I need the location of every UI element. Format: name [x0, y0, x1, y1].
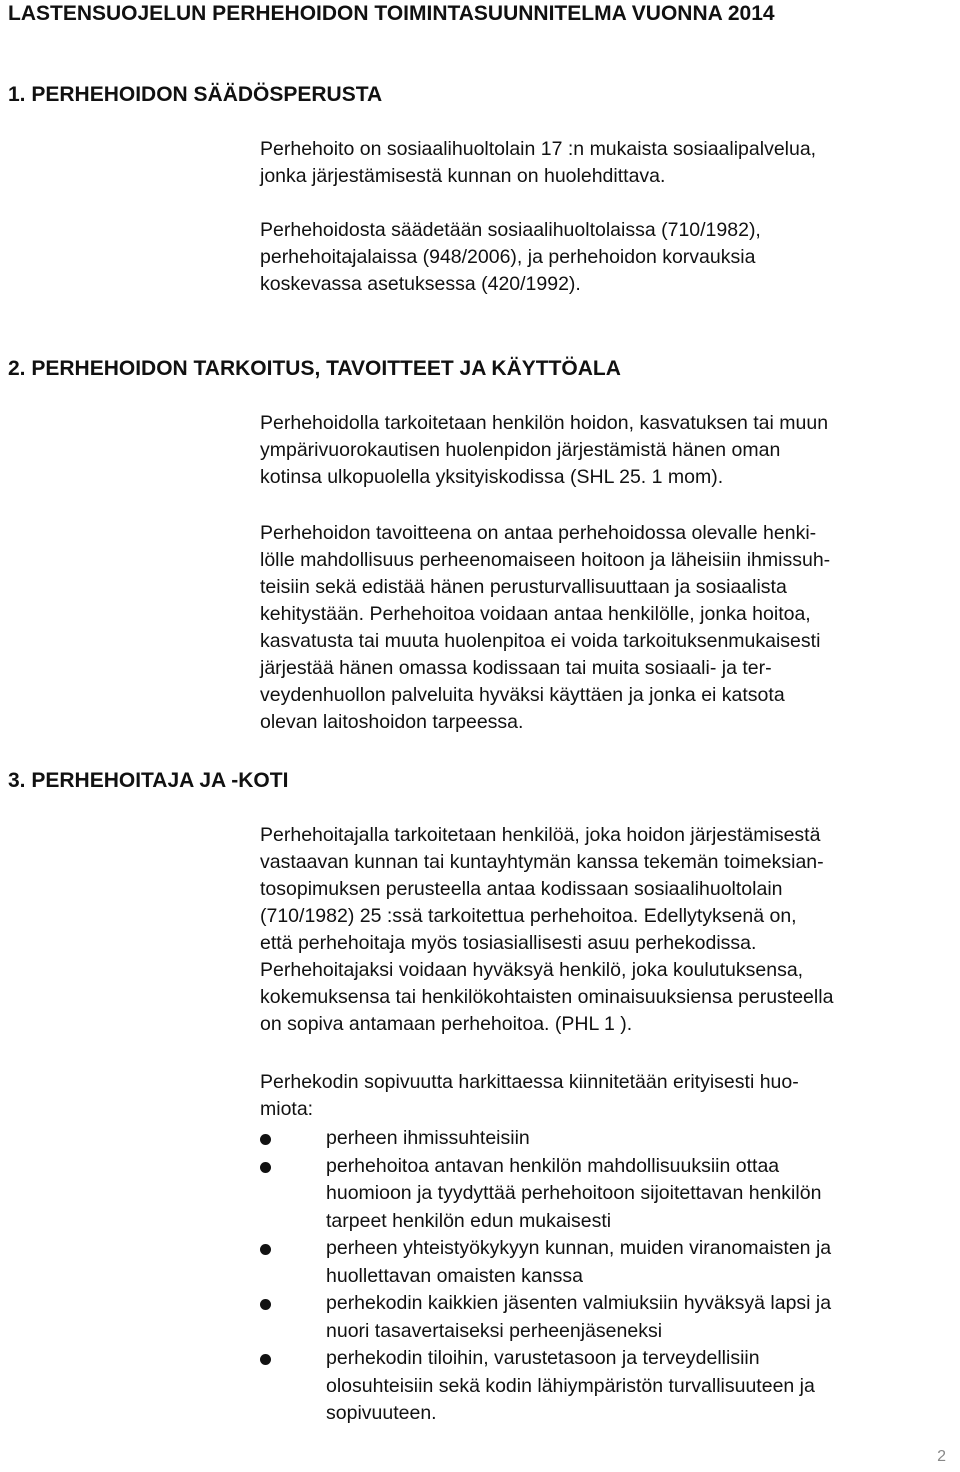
text-line: perhekodin kaikkien jäsenten valmiuksiin hyväksyä lapsi ja — [326, 1292, 832, 1314]
list-item-text — [326, 1290, 831, 1345]
paragraph — [260, 410, 828, 491]
paragraph — [260, 136, 816, 190]
text-line: perhekodin tiloihin, varustetasoon ja terveydellisiin — [326, 1347, 760, 1369]
text-line: Perhekodin sopivuutta harkittaessa kiinnitetään erityisesti huo- — [260, 1071, 799, 1093]
bullet-dot-icon — [260, 1354, 271, 1365]
text-line: tarpeet henkilön edun mukaisesti — [326, 1209, 612, 1232]
text-line: Perhehoitajaksi voidaan hyväksyä henkilö, joka koulutuksensa, — [260, 959, 804, 981]
text-line: veydenhuollon palveluita hyväksi käyttäen ja jonka ei katsota — [260, 684, 785, 706]
text-line: perheen yhteistyökykyyn kunnan, muiden viranomaisten ja — [326, 1237, 832, 1259]
paragraph — [260, 520, 830, 736]
text-line: järjestää hänen omassa kodissaan tai muita sosiaali- ja ter- — [260, 657, 772, 679]
list-item-text — [326, 1125, 530, 1153]
text-line: lölle mahdollisuus perheenomaiseen hoitoon ja läheisiin ihmissuh- — [260, 549, 831, 571]
text-line: teisiin sekä edistää hänen perusturvallisuuttaan ja sosiaalista — [260, 576, 787, 598]
document-title: LASTENSUOJELUN PERHEHOIDON TOIMINTASUUNNITELMA VUONNA 2014 — [8, 2, 775, 25]
text-line: jonka järjestämisestä kunnan on huolehdittava. — [260, 165, 666, 187]
text-line: nuori tasavertaiseksi perheenjäseneksi — [326, 1319, 663, 1342]
text-line: on sopiva antamaan perhehoitoa. (PHL 1 ). — [260, 1013, 633, 1035]
text-line: kotinsa ulkopuolella yksityiskodissa (SHL 25. 1 mom). — [260, 466, 724, 488]
text-line: Perhehoidolla tarkoitetaan henkilön hoidon, kasvatuksen tai muun — [260, 412, 829, 434]
text-line: huollettavan omaisten kanssa — [326, 1264, 583, 1287]
text-line: Perhehoito on sosiaalihuoltolain 17 :n mukaista sosiaalipalvelua, — [260, 138, 817, 160]
text-line: tosopimuksen perusteella antaa kodissaan sosiaalihuoltolain — [260, 878, 783, 900]
text-line: sopivuuteen. — [326, 1402, 437, 1424]
text-line: kasvatusta tai muuta huolenpitoa ei voida tarkoituksenmukaisesti — [260, 630, 821, 652]
text-line: perhehoitoa antavan henkilön mahdollisuuksiin ottaa — [326, 1154, 780, 1177]
text-line: huomioon ja tyydyttää perhehoitoon sijoitettavan henkilön — [326, 1182, 822, 1204]
section-heading: 3. PERHEHOITAJA JA -KOTI — [8, 769, 289, 792]
text-line: Perhehoidon tavoitteena on antaa perhehoidossa olevalle henki- — [260, 522, 817, 544]
list-item-text — [326, 1345, 815, 1428]
text-line: kokemuksensa tai henkilökohtaisten ominaisuuksiensa perusteella — [260, 986, 834, 1008]
text-line: olosuhteisiin sekä kodin lähiympäristön turvallisuuteen ja — [326, 1374, 815, 1397]
section-heading: 1. PERHEHOIDON SÄÄDÖSPERUSTA — [8, 83, 383, 106]
text-line: vastaavan kunnan tai kuntayhtymän kanssa tekemän toimeksian- — [260, 851, 824, 873]
text-line: perheen ihmissuhteisiin — [326, 1127, 530, 1149]
bullet-dot-icon — [260, 1244, 271, 1255]
paragraph — [260, 822, 833, 1038]
bullet-dot-icon — [260, 1162, 271, 1173]
paragraph — [260, 1069, 799, 1123]
text-line: perhehoitajalaissa (948/2006), ja perhehoidon korvauksia — [260, 246, 756, 268]
section-heading: 2. PERHEHOIDON TARKOITUS, TAVOITTEET JA KÄYTTÖALA — [8, 357, 621, 380]
text-line: että perhehoitaja myös tosiasiallisesti asuu perhekodissa. — [260, 932, 757, 954]
text-line: miota: — [260, 1098, 314, 1120]
list-item-text — [326, 1153, 821, 1236]
page-number: 2 — [937, 1448, 946, 1465]
paragraph — [260, 217, 761, 298]
text-line: Perhehoidosta säädetään sosiaalihuoltolaissa (710/1982), — [260, 219, 761, 241]
bullet-dot-icon — [260, 1134, 271, 1145]
text-line: Perhehoitajalla tarkoitetaan henkilöä, joka hoidon järjestämisestä — [260, 824, 821, 846]
text-line: olevan laitoshoidon tarpeessa. — [260, 711, 524, 733]
text-line: ympärivuorokautisen huolenpidon järjestämistä hänen oman — [260, 439, 781, 461]
text-line: (710/1982) 25 :ssä tarkoitettua perhehoitoa. Edellytyksenä on, — [260, 905, 797, 927]
bullet-dot-icon — [260, 1299, 271, 1310]
text-line: kehitystään. Perhehoitoa voidaan antaa henkilölle, jonka hoitoa, — [260, 603, 811, 625]
text-line: koskevassa asetuksessa (420/1992). — [260, 273, 581, 295]
list-item-text — [326, 1235, 831, 1290]
